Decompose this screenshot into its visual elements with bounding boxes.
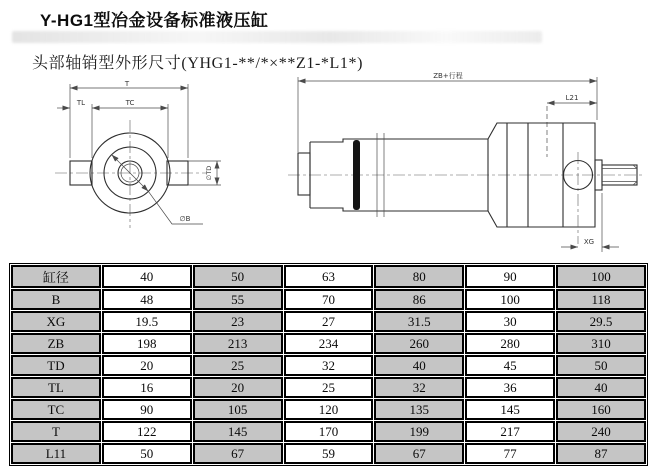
table-row — [11, 265, 646, 288]
table-row — [11, 289, 646, 310]
spec-cell: 50 — [193, 265, 283, 288]
spec-cell: 80 — [374, 265, 464, 288]
spec-cell: 90 — [102, 399, 192, 420]
spec-cell: 135 — [374, 399, 464, 420]
spec-cell: 160 — [556, 399, 646, 420]
seal-band — [353, 140, 360, 210]
spec-cell: 145 — [465, 399, 555, 420]
spec-cell: 77 — [465, 443, 555, 464]
spec-cell: 20 — [102, 355, 192, 376]
row-label: B — [11, 289, 101, 310]
section-subtitle: 头部轴销型外形尺寸(YHG1-**/*×**Z1-*L1*) — [32, 55, 363, 72]
dim-label-T: T — [124, 80, 130, 88]
table-row — [11, 355, 646, 376]
spec-cell: 100 — [465, 289, 555, 310]
front-view-drawing — [25, 78, 260, 263]
dim-label-ZB: ZB+行程 — [433, 72, 463, 80]
table-row — [11, 399, 646, 420]
spec-cell: 23 — [193, 311, 283, 332]
spec-cell: 145 — [193, 421, 283, 442]
spec-cell: 90 — [465, 265, 555, 288]
dim-label-B: ∅B — [179, 215, 191, 223]
spec-cell: 27 — [284, 311, 374, 332]
row-label: L11 — [11, 443, 101, 464]
spec-cell: 40 — [102, 265, 192, 288]
spec-cell: 59 — [284, 443, 374, 464]
spec-cell: 45 — [465, 355, 555, 376]
spec-cell: 25 — [284, 377, 374, 398]
spec-cell: 50 — [556, 355, 646, 376]
table-row — [11, 333, 646, 354]
table-row — [11, 377, 646, 398]
spec-cell: 48 — [102, 289, 192, 310]
spec-cell: 40 — [374, 355, 464, 376]
scan-artifact — [12, 31, 542, 43]
spec-cell: 31.5 — [374, 311, 464, 332]
spec-cell: 213 — [193, 333, 283, 354]
dim-label-XG: XG — [583, 238, 595, 246]
table-row — [11, 421, 646, 442]
table-row — [11, 311, 646, 332]
spec-cell: 280 — [465, 333, 555, 354]
dimension-table — [9, 263, 648, 466]
spec-cell: 120 — [284, 399, 374, 420]
spec-cell: 260 — [374, 333, 464, 354]
row-label: TD — [11, 355, 101, 376]
spec-cell: 36 — [465, 377, 555, 398]
spec-cell: 70 — [284, 289, 374, 310]
row-label: TC — [11, 399, 101, 420]
spec-cell: 30 — [465, 311, 555, 332]
dim-label-L21: L21 — [565, 94, 579, 102]
spec-cell: 240 — [556, 421, 646, 442]
spec-cell: 32 — [374, 377, 464, 398]
spec-cell: 100 — [556, 265, 646, 288]
spec-cell: 63 — [284, 265, 374, 288]
leader-line-B — [148, 191, 203, 224]
spec-cell: 122 — [102, 421, 192, 442]
spec-cell: 29.5 — [556, 311, 646, 332]
spec-cell: 40 — [556, 377, 646, 398]
spec-cell: 310 — [556, 333, 646, 354]
spec-cell: 118 — [556, 289, 646, 310]
spec-cell: 198 — [102, 333, 192, 354]
spec-cell: 234 — [284, 333, 374, 354]
row-label: T — [11, 421, 101, 442]
dim-label-TC: TC — [125, 99, 135, 107]
row-label: TL — [11, 377, 101, 398]
spec-cell: 16 — [102, 377, 192, 398]
row-label: 缸径 — [11, 265, 101, 288]
spec-cell: 217 — [465, 421, 555, 442]
spec-cell: 55 — [193, 289, 283, 310]
spec-cell: 86 — [374, 289, 464, 310]
row-label: XG — [11, 311, 101, 332]
spec-cell: 87 — [556, 443, 646, 464]
page-title: Y-HG1型冶金设备标准液压缸 — [40, 11, 269, 30]
side-view-drawing — [285, 68, 647, 268]
cap-end-boss — [298, 153, 310, 195]
spec-cell: 19.5 — [102, 311, 192, 332]
dim-label-TL: TL — [76, 99, 86, 107]
spec-cell: 25 — [193, 355, 283, 376]
spec-cell: 199 — [374, 421, 464, 442]
spec-cell: 50 — [102, 443, 192, 464]
spec-cell: 105 — [193, 399, 283, 420]
spec-cell: 67 — [193, 443, 283, 464]
spec-cell: 32 — [284, 355, 374, 376]
dimension-table-body — [11, 265, 646, 464]
dim-label-TD: ∅TD — [205, 165, 213, 181]
table-row — [11, 443, 646, 464]
spec-cell: 20 — [193, 377, 283, 398]
spec-cell: 170 — [284, 421, 374, 442]
spec-cell: 67 — [374, 443, 464, 464]
row-label: ZB — [11, 333, 101, 354]
